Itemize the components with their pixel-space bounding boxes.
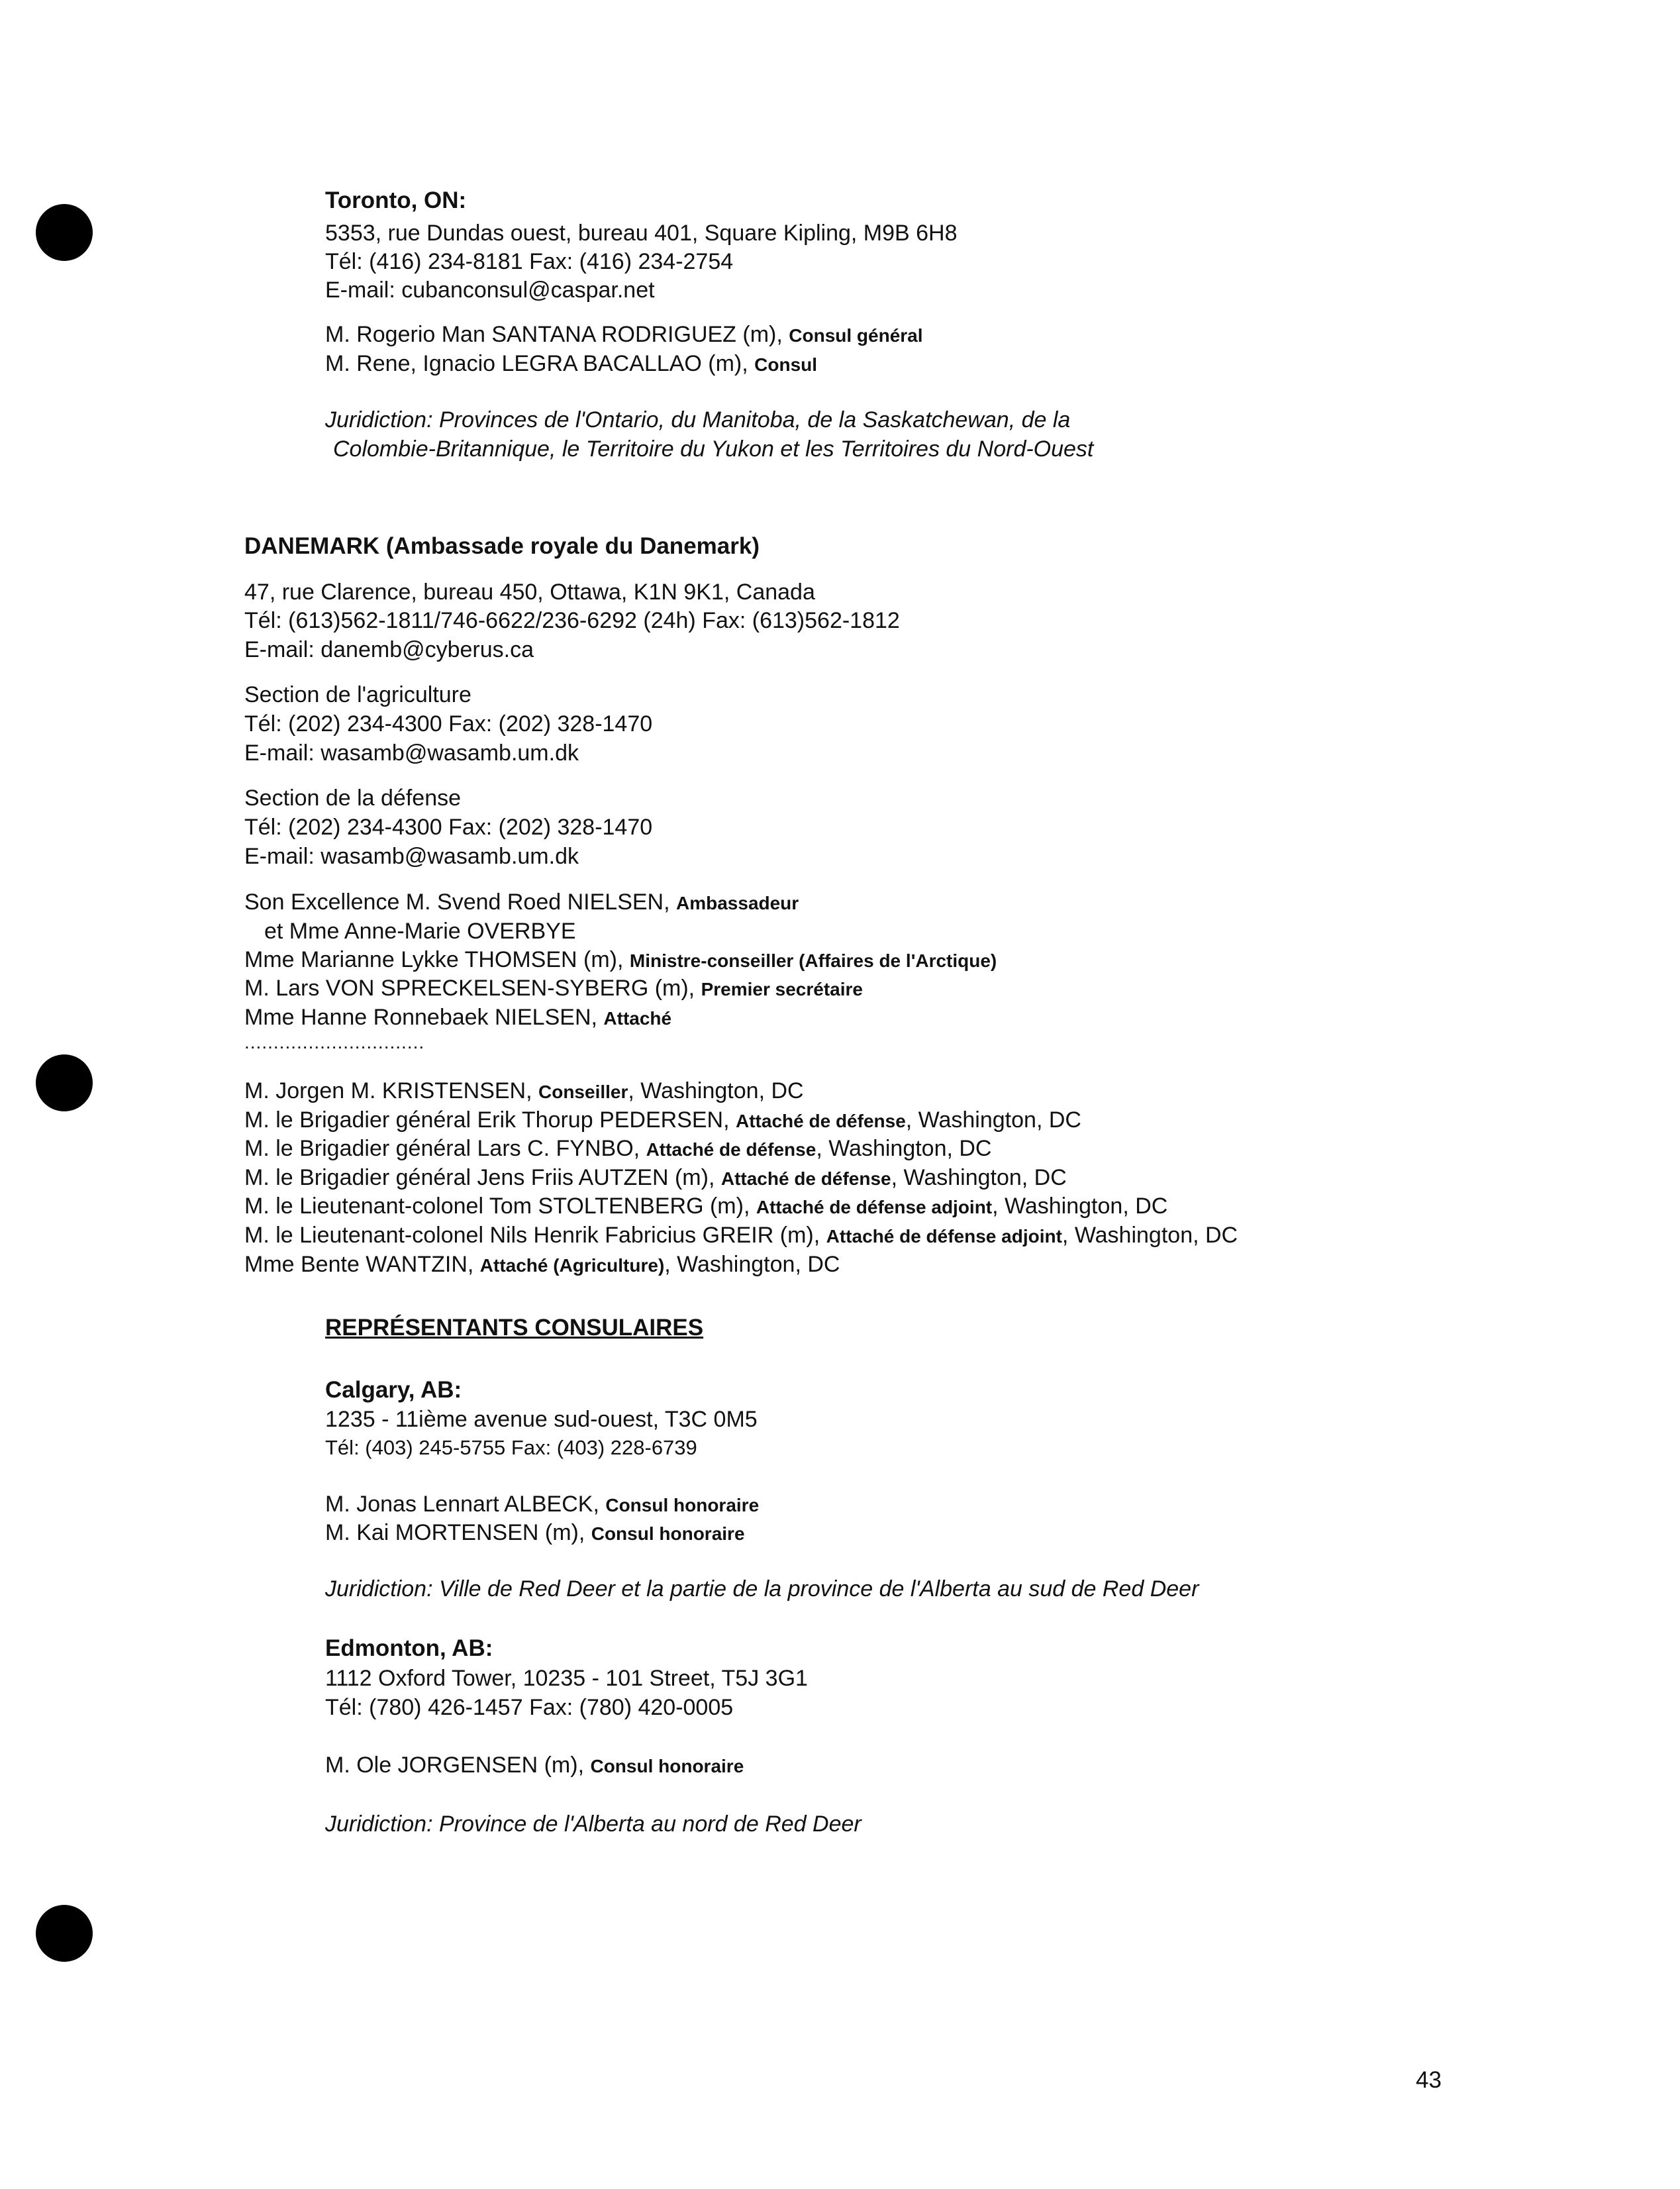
staff-name: M. Ole JORGENSEN (m), xyxy=(325,1753,585,1778)
washington-staff-row xyxy=(244,1250,840,1280)
page-number: 43 xyxy=(1416,2067,1442,2093)
staff-location: , Washington, DC xyxy=(628,1078,804,1103)
calgary-heading: Calgary, AB: xyxy=(325,1377,462,1403)
staff-location: , Washington, DC xyxy=(664,1252,840,1277)
staff-title: Consul honoraire xyxy=(605,1495,760,1515)
staff-title: Attaché de défense xyxy=(736,1111,906,1131)
defense-phone: Tél: (202) 234-4300 Fax: (202) 328-1470 xyxy=(244,815,653,840)
staff-title: Premier secrétaire xyxy=(701,979,863,999)
staff-title: Consul honoraire xyxy=(590,1756,744,1776)
toronto-phone: Tél: (416) 234-8181 Fax: (416) 234-2754 xyxy=(325,249,734,274)
toronto-email: E-mail: cubanconsul@caspar.net xyxy=(325,278,655,303)
ambassador-spouse: et Mme Anne-Marie OVERBYE xyxy=(264,919,576,944)
calgary-staff-row xyxy=(325,1490,759,1519)
staff-name: M. Rene, Ignacio LEGRA BACALLAO (m), xyxy=(325,351,748,376)
staff-name: M. Lars VON SPRECKELSEN-SYBERG (m), xyxy=(244,976,695,1001)
washington-staff-row xyxy=(244,1135,992,1164)
toronto-address: 5353, rue Dundas ouest, bureau 401, Square Kipling, M9B 6H8 xyxy=(325,221,958,246)
edmonton-heading: Edmonton, AB: xyxy=(325,1635,493,1661)
staff-location: , Washington, DC xyxy=(992,1194,1168,1219)
toronto-staff-row xyxy=(325,321,923,350)
edmonton-phone: Tél: (780) 426-1457 Fax: (780) 420-0005 xyxy=(325,1695,734,1720)
staff-row xyxy=(244,946,997,975)
danemark-address: 47, rue Clarence, bureau 450, Ottawa, K1N 9K1, Canada xyxy=(244,580,815,605)
staff-title: Consul honoraire xyxy=(591,1523,745,1544)
edmonton-staff-row xyxy=(325,1751,744,1780)
dotted-separator: ............................... xyxy=(244,1032,425,1052)
danemark-email: E-mail: danemb@cyberus.ca xyxy=(244,637,534,662)
toronto-jurisdiction-line1: Juridiction: Provinces de l'Ontario, du Manitoba, de la Saskatchewan, de la xyxy=(325,407,1071,433)
calgary-jurisdiction: Juridiction: Ville de Red Deer et la partie de la province de l'Alberta au sud de Red Deer xyxy=(325,1576,1199,1602)
toronto-jurisdiction-line2: Colombie-Britannique, le Territoire du Yukon et les Territoires du Nord-Ouest xyxy=(333,436,1094,462)
consular-heading: REPRÉSENTANTS CONSULAIRES xyxy=(325,1315,704,1341)
washington-staff-row xyxy=(244,1077,804,1106)
danemark-heading: DANEMARK (Ambassade royale du Danemark) xyxy=(244,533,760,559)
toronto-staff-row xyxy=(325,350,817,379)
agriculture-phone: Tél: (202) 234-4300 Fax: (202) 328-1470 xyxy=(244,711,653,737)
ambassador-row xyxy=(244,888,799,917)
agriculture-section-label: Section de l'agriculture xyxy=(244,682,471,707)
punch-hole-bottom xyxy=(36,1905,93,1962)
staff-name: M. Rogerio Man SANTANA RODRIGUEZ (m), xyxy=(325,322,783,347)
staff-location: , Washington, DC xyxy=(905,1107,1081,1133)
staff-location: , Washington, DC xyxy=(816,1136,992,1161)
washington-staff-row xyxy=(244,1164,1067,1193)
staff-name: M. Kai MORTENSEN (m), xyxy=(325,1520,585,1545)
washington-staff-row xyxy=(244,1192,1167,1221)
staff-name: M. Jorgen M. KRISTENSEN, xyxy=(244,1078,532,1103)
staff-name: M. le Brigadier général Lars C. FYNBO, xyxy=(244,1136,640,1161)
washington-staff-row xyxy=(244,1221,1238,1250)
punch-hole-top xyxy=(36,204,93,261)
staff-name: Mme Hanne Ronnebaek NIELSEN, xyxy=(244,1005,597,1030)
staff-name: M. le Lieutenant-colonel Tom STOLTENBERG (m), xyxy=(244,1194,750,1219)
calgary-address: 1235 - 11ième avenue sud-ouest, T3C 0M5 xyxy=(325,1407,758,1432)
edmonton-jurisdiction: Juridiction: Province de l'Alberta au nord de Red Deer xyxy=(325,1811,862,1837)
staff-name: Son Excellence M. Svend Roed NIELSEN, xyxy=(244,890,670,915)
staff-name: M. Jonas Lennart ALBECK, xyxy=(325,1492,599,1517)
staff-location: , Washington, DC xyxy=(891,1165,1067,1190)
staff-row xyxy=(244,974,863,1003)
defense-email: E-mail: wasamb@wasamb.um.dk xyxy=(244,844,579,869)
toronto-heading: Toronto, ON: xyxy=(325,187,467,213)
agriculture-email: E-mail: wasamb@wasamb.um.dk xyxy=(244,740,579,766)
staff-name: M. le Brigadier général Jens Friis AUTZEN (m), xyxy=(244,1165,715,1190)
punch-hole-middle xyxy=(36,1054,93,1111)
staff-title: Ministre-conseiller (Affaires de l'Arctique) xyxy=(629,950,997,971)
staff-name: Mme Bente WANTZIN, xyxy=(244,1252,474,1277)
staff-name: M. le Brigadier général Erik Thorup PEDERSEN, xyxy=(244,1107,730,1133)
washington-staff-row xyxy=(244,1106,1081,1135)
staff-title: Consul général xyxy=(789,325,923,346)
calgary-phone: Tél: (403) 245-5755 Fax: (403) 228-6739 xyxy=(325,1436,697,1459)
staff-title: Attaché de défense xyxy=(646,1139,816,1160)
staff-title: Conseiller xyxy=(538,1082,628,1102)
danemark-phone: Tél: (613)562-1811/746-6622/236-6292 (24h) Fax: (613)562-1812 xyxy=(244,608,900,633)
edmonton-address: 1112 Oxford Tower, 10235 - 101 Street, T5J 3G1 xyxy=(325,1666,808,1691)
defense-section-label: Section de la défense xyxy=(244,786,462,811)
staff-name: Mme Marianne Lykke THOMSEN (m), xyxy=(244,947,624,972)
staff-title: Consul xyxy=(754,354,818,375)
staff-name: M. le Lieutenant-colonel Nils Henrik Fabricius GREIR (m), xyxy=(244,1223,820,1248)
staff-title: Attaché de défense adjoint xyxy=(756,1197,993,1217)
staff-title: Attaché (Agriculture) xyxy=(479,1255,665,1276)
staff-title: Attaché xyxy=(603,1008,672,1029)
staff-title: Attaché de défense adjoint xyxy=(826,1226,1062,1247)
staff-title: Ambassadeur xyxy=(676,893,799,913)
staff-location: , Washington, DC xyxy=(1062,1223,1238,1248)
calgary-staff-row xyxy=(325,1519,745,1548)
staff-title: Attaché de défense xyxy=(720,1168,891,1189)
